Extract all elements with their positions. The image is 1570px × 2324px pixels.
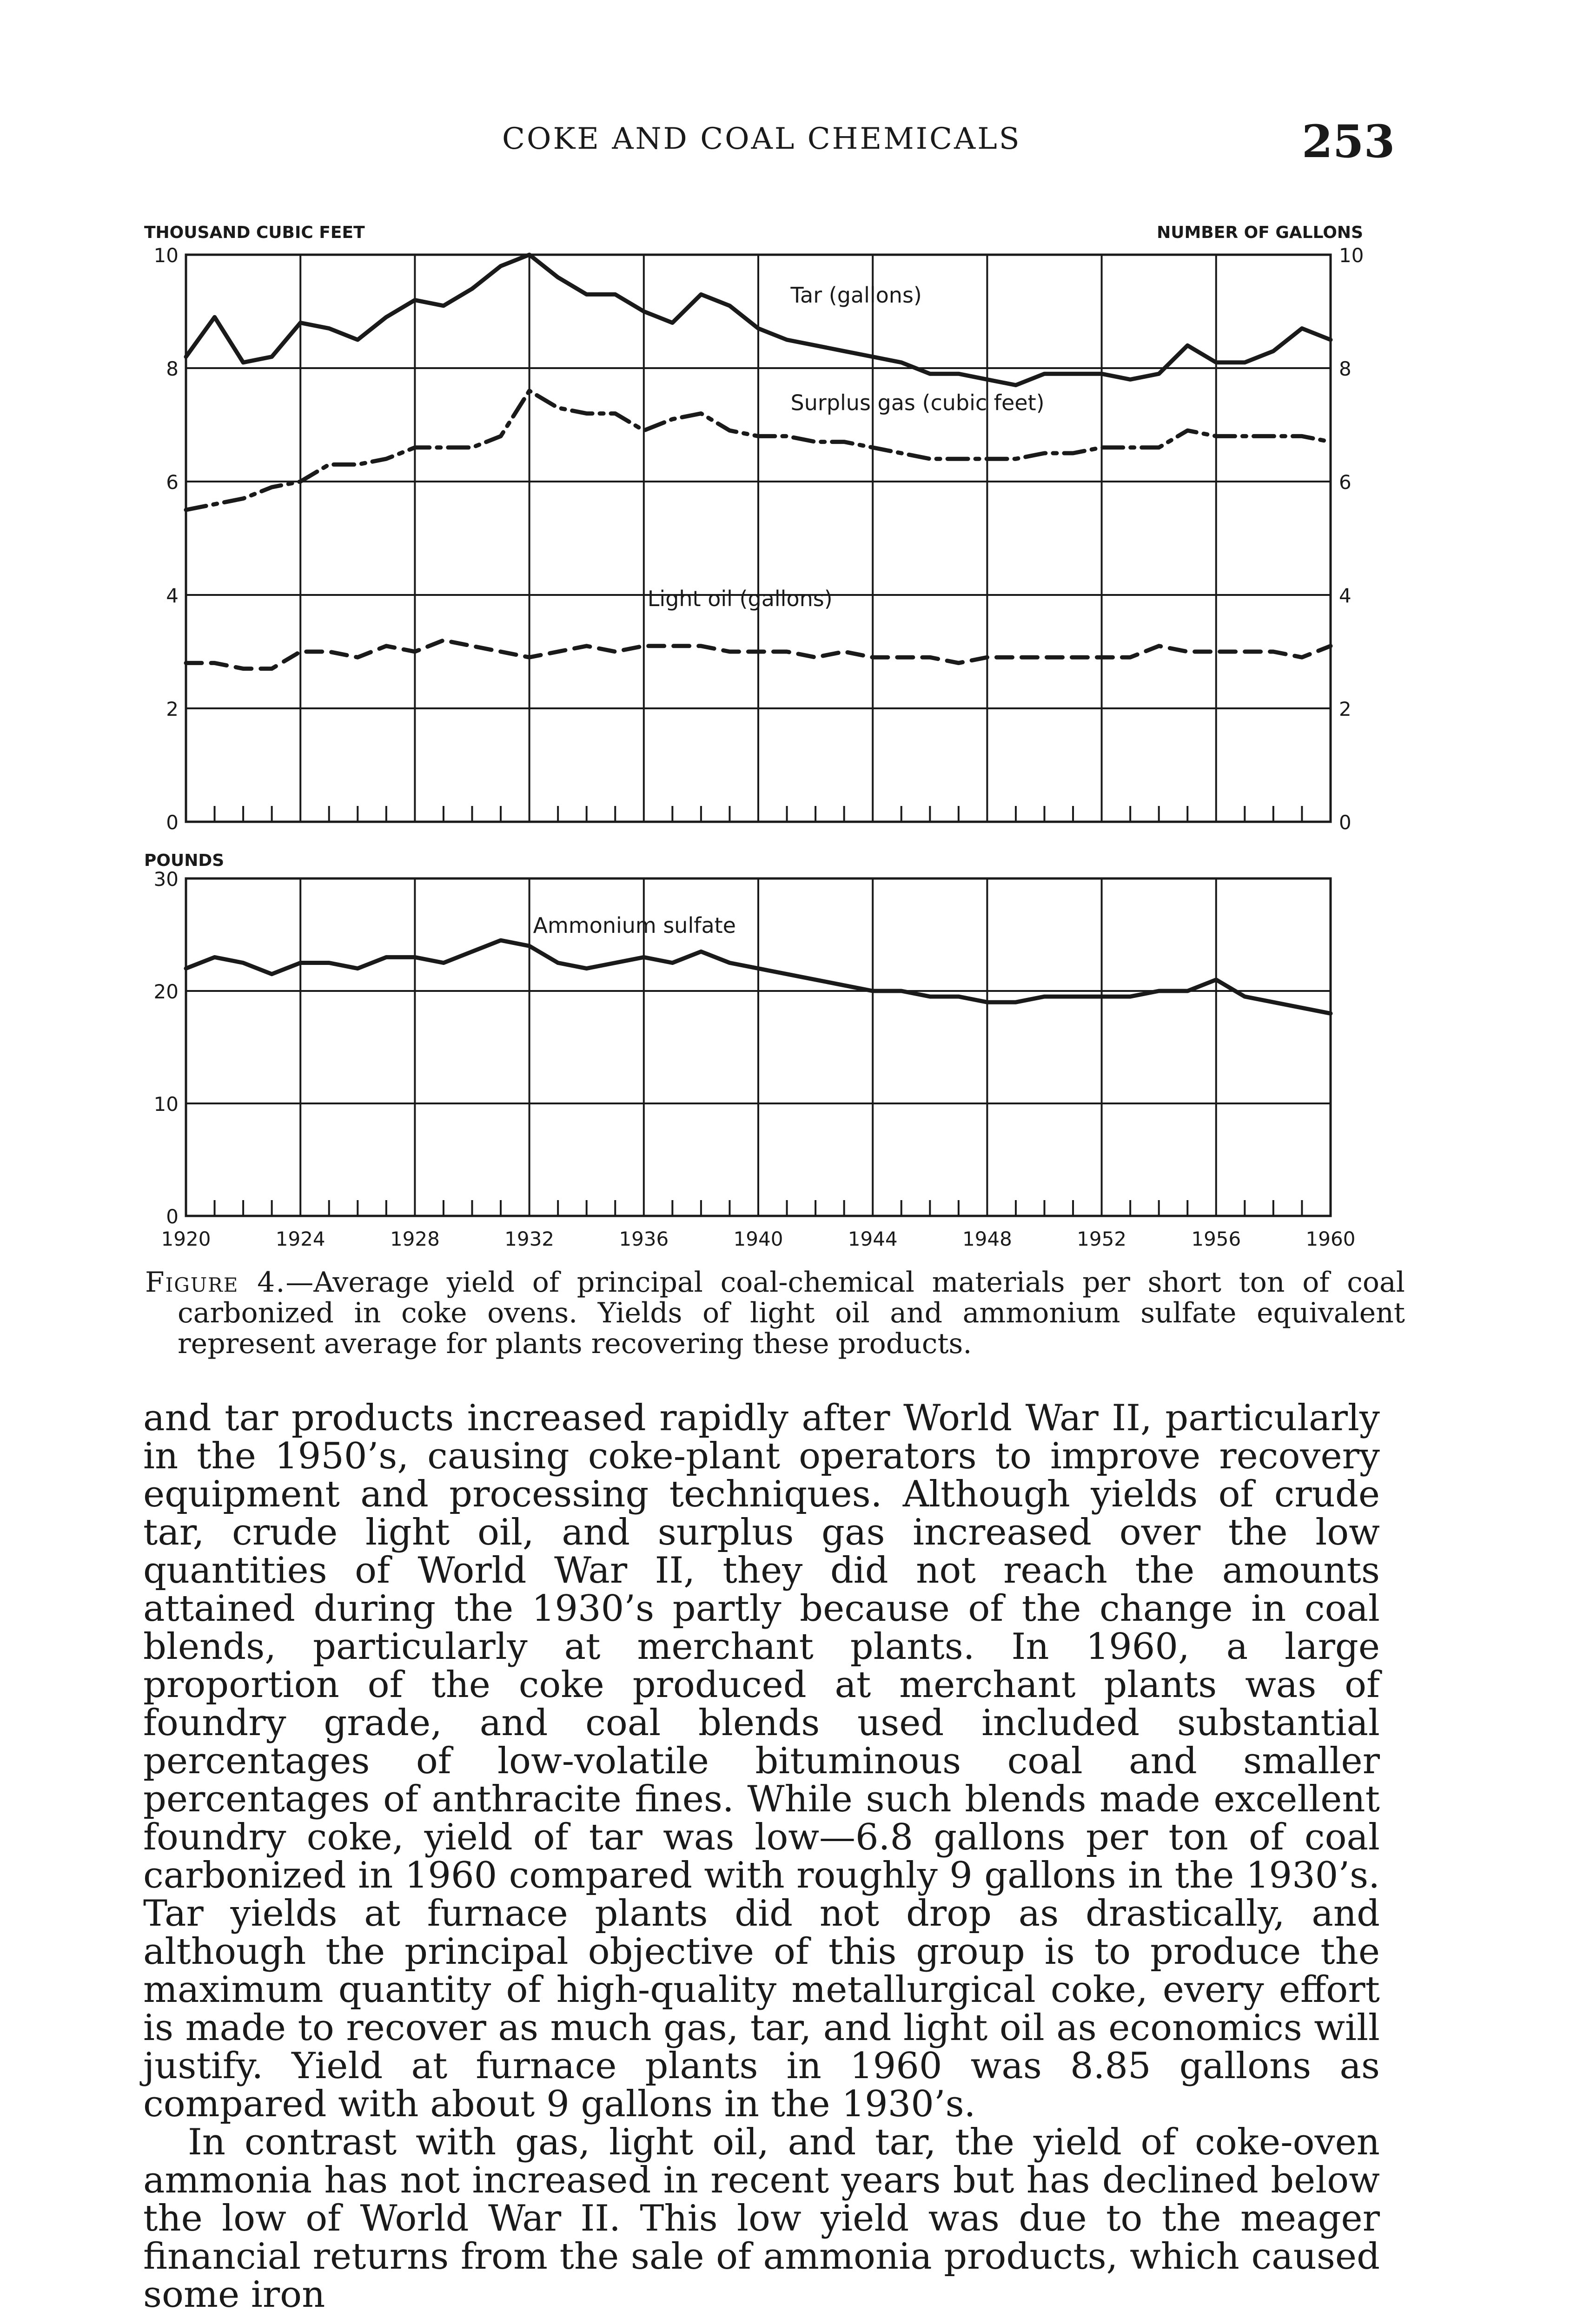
- y-axis-title-bottom: POUNDS: [144, 851, 225, 870]
- x-tick-label: 1924: [275, 1228, 325, 1250]
- body-text: [143, 1399, 1380, 2314]
- y-tick-label-left: 10: [153, 1093, 179, 1116]
- y-tick-label-left: 6: [166, 471, 179, 494]
- y-tick-label-right: 8: [1339, 357, 1351, 380]
- bottom-chart-panel: [144, 851, 1355, 1250]
- y-tick-label-right: 2: [1339, 698, 1351, 720]
- y-tick-label-left: 8: [166, 357, 179, 380]
- y-tick-label-right: 4: [1339, 584, 1351, 607]
- y-tick-label-left: 0: [166, 1205, 179, 1228]
- body-paragraph-2: In contrast with gas, light oil, and tar, the yield of coke-oven ammonia has not increased in recent years but has declined below the low of World War II. This low yield was due to the meager financial returns from the sale of ammonia products, which caused some iron: [143, 2121, 1380, 2316]
- page-number: 253: [1302, 115, 1395, 168]
- y-tick-label-right: 0: [1339, 811, 1351, 834]
- figure-label: Figure 4.: [145, 1266, 286, 1299]
- running-head: COKE AND COAL CHEMICALS: [502, 122, 1021, 156]
- y-tick-label-right: 10: [1339, 244, 1364, 267]
- series-label: Tar (gallons): [790, 283, 922, 308]
- body-paragraph-1: and tar products increased rapidly after World War II, particularly in the 1950’s, causing coke-plant operators to improve recovery equipment and processing techniques. Although yields of crude tar, crude light oil, and surplus gas increased over the low quantities of World War II, they did not reach the amounts attained during the 1930’s partly because of the change in coal blends, particularly at merchant plants. In 1960, a large proportion of the coke produced at merchant plants was of foundry grade, and coal blends used included substantial percentages of low-volatile bituminous coal and smaller percentages of anthracite fines. While such blends made excellent foundry coke, yield of tar was low—6.8 gallons per ton of coal carbonized in 1960 compared with roughly 9 gallons in the 1930’s. Tar yields at furnace plants did not drop as drastically, and although the principal objective of this group is to produce the maximum quantity of high-quality metallurgical coke, every effort is made to recover as much gas, tar, and light oil as economics will justify. Yield at furnace plants in 1960 was 8.85 gallons as compared with about 9 gallons in the 1930’s.: [143, 1397, 1380, 2125]
- y-tick-label-left: 20: [153, 980, 179, 1003]
- x-tick-label: 1920: [161, 1228, 211, 1250]
- figure-caption: [145, 1267, 1405, 1359]
- series-label: Surplus gas (cubic feet): [790, 390, 1045, 416]
- y-tick-label-right: 6: [1339, 471, 1351, 494]
- y-axis-title-left: THOUSAND CUBIC FEET: [144, 223, 365, 242]
- x-tick-label: 1948: [962, 1228, 1012, 1250]
- x-tick-label: 1952: [1077, 1228, 1127, 1250]
- y-tick-label-left: 2: [166, 698, 179, 720]
- top-chart-panel: [144, 223, 1364, 834]
- x-tick-label: 1960: [1305, 1228, 1356, 1250]
- x-tick-label: 1956: [1191, 1228, 1241, 1250]
- y-axis-title-right: NUMBER OF GALLONS: [1157, 223, 1363, 242]
- y-tick-label-left: 0: [166, 811, 179, 834]
- series-label: Ammonium sulfate: [533, 913, 736, 938]
- x-tick-label: 1932: [504, 1228, 555, 1250]
- figure-caption-text: —Average yield of principal coal-chemical materials per short ton of coal carbonized in coke ovens. Yields of light oil and ammonium sulfate equivalent represent average for plants recovering these products.: [178, 1266, 1405, 1360]
- y-tick-label-left: 30: [153, 868, 179, 891]
- x-tick-label: 1928: [390, 1228, 440, 1250]
- x-tick-label: 1936: [619, 1228, 669, 1250]
- x-tick-label: 1940: [733, 1228, 783, 1250]
- y-tick-label-left: 4: [166, 584, 179, 607]
- y-tick-label-left: 10: [153, 244, 179, 267]
- x-tick-label: 1944: [848, 1228, 898, 1250]
- series-label: Light oil (gallons): [647, 586, 833, 611]
